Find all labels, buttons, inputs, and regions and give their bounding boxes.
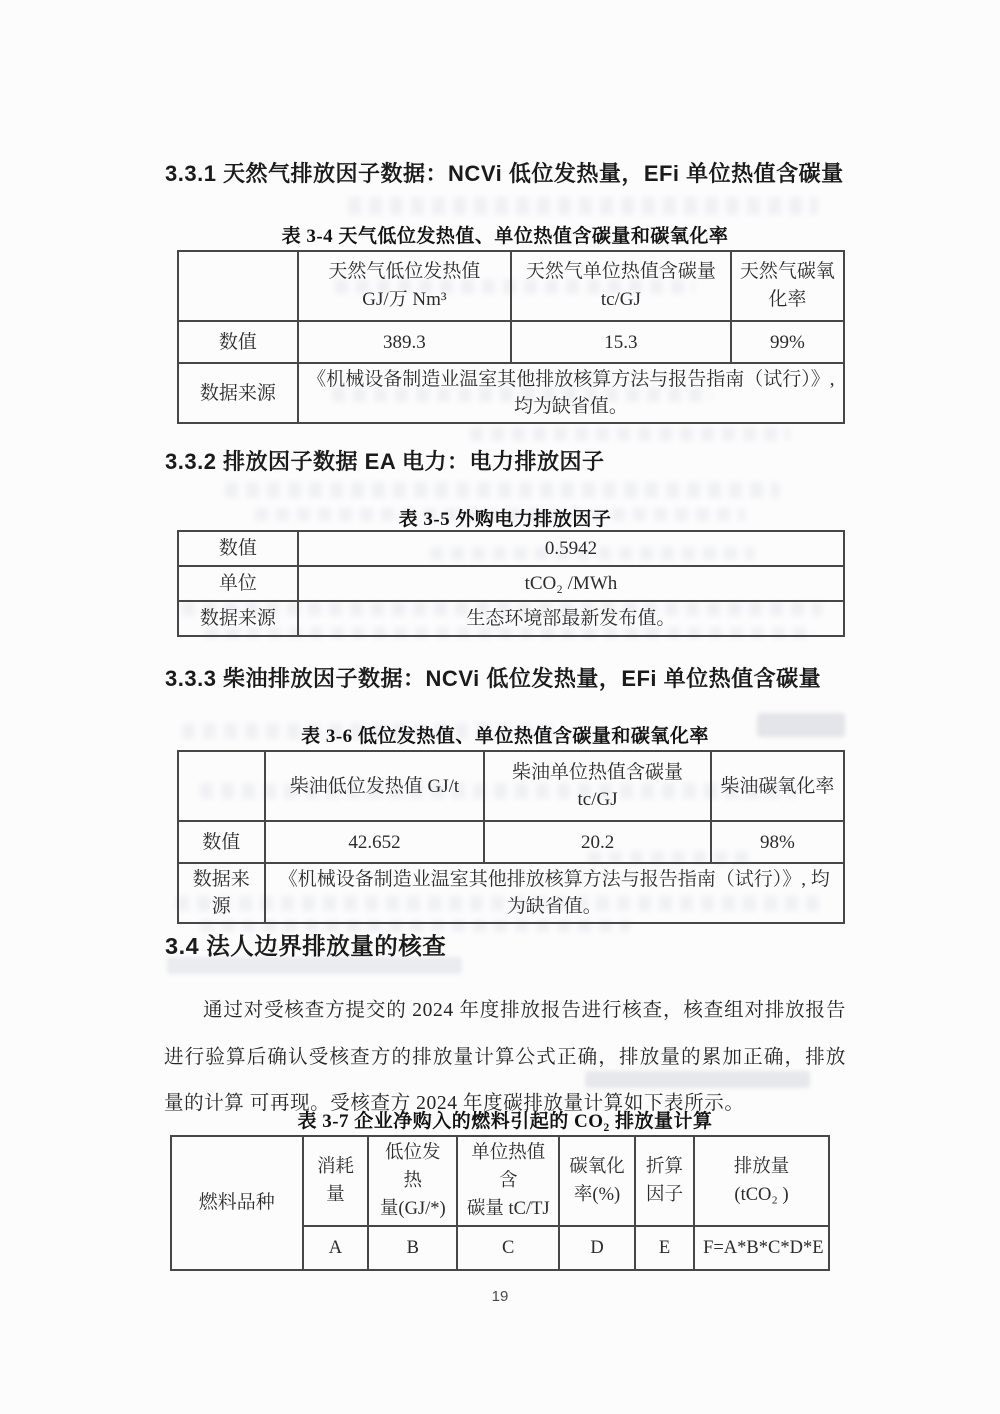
heading-section-3-4: 3.4 法人边界排放量的核查 [165, 933, 447, 959]
header-line: 天然气碳氧 [739, 261, 835, 282]
page-number: 19 [491, 1288, 509, 1305]
header-line: 碳量 tC/TJ [466, 1199, 550, 1219]
row-label-source: 数据来源 [178, 863, 265, 923]
header-line: 消耗量 [316, 1157, 354, 1205]
header-line: 排放量 [733, 1157, 790, 1177]
row-label-value: 数值 [178, 531, 298, 566]
table-row [178, 751, 844, 821]
cell-letter-e: E [635, 1226, 694, 1270]
table-3-6-caption: 表 3-6 低位发热值、单位热值含碳量和碳氧化率 [301, 726, 709, 747]
row-label-value: 数值 [178, 821, 265, 863]
header-line: 单位热值含 [471, 1143, 546, 1191]
table-3-5-caption: 表 3-5 外购电力排放因子 [398, 509, 612, 530]
cell-fuel-type-label: 燃料品种 [171, 1136, 303, 1270]
cell-header-carbon-content [457, 1136, 559, 1226]
cell-letter-b: B [368, 1226, 457, 1270]
cell-header-oxidation-rate [559, 1136, 635, 1226]
table-row [178, 251, 844, 321]
table-3-6 [177, 750, 845, 924]
header-line: 低位发热 [385, 1143, 441, 1191]
cell-value-oxidation-rate: 98% [711, 821, 844, 863]
table-3-7-caption: 表 3-7 企业净购入的燃料引起的 CO₂ 排放量计算 [297, 1111, 713, 1132]
table-row [171, 1136, 829, 1226]
cell-letter-c: C [457, 1226, 559, 1270]
header-line: (tCO₂ ) [734, 1185, 789, 1205]
table-3-4 [177, 250, 845, 424]
heading-section-3-3-3: 3.3.3 柴油排放因子数据：NCVi 低位发热量，EFi 单位热值含碳量 [165, 666, 822, 691]
header-line: 天然气低位发热值 [328, 261, 481, 282]
header-line: 率(%) [573, 1185, 621, 1205]
table-3-5 [177, 530, 845, 637]
bleed-through-artifact [225, 482, 780, 498]
cell-value-oxidation-rate: 99% [731, 321, 844, 363]
row-label-source: 数据来源 [178, 601, 298, 636]
cell-header-consumption [303, 1136, 369, 1226]
cell-letter-a: A [303, 1226, 369, 1270]
body-paragraph: 通过对受核查方提交的 2024 年度排放报告进行核查，核查组对排放报告进行验算后确认受核查方的排放量计算公式正确，排放量的累加正确，排放量的计算 可再现。受核查方 2024 年度碳排放量计算如下表所示。 [164, 1000, 846, 1114]
header-unit: GJ/万 Nm³ [362, 289, 447, 310]
header-line: 碳氧化 [569, 1157, 625, 1177]
table-row [178, 863, 844, 923]
cell-corner-empty [178, 751, 265, 821]
heading-section-3-3-2: 3.3.2 排放因子数据 EA 电力：电力排放因子 [165, 449, 605, 474]
header-line: 因子 [645, 1185, 683, 1205]
row-label-source: 数据来源 [178, 363, 298, 423]
cell-header-ncv [368, 1136, 457, 1226]
cell-data-source: 《机械设备制造业温室其他排放核算方法与报告指南（试行）》, 均为缺省值。 [298, 363, 844, 423]
header-line: 化率 [768, 289, 807, 310]
cell-value-ncv: 42.652 [265, 821, 485, 863]
header-line: 折算 [645, 1157, 683, 1177]
cell-header-emissions [694, 1136, 829, 1226]
cell-formula-f: F=A*B*C*D*E [694, 1226, 829, 1270]
header-unit: tc/GJ [600, 289, 641, 310]
table-row [178, 531, 844, 566]
table-3-4-caption: 表 3-4 天气低位发热值、单位热值含碳量和碳氧化率 [281, 226, 729, 247]
cell-header-ncv: 柴油低位发热值 GJ/t [265, 751, 485, 821]
bleed-through-artifact [470, 427, 790, 441]
cell-header-carbon-content: 柴油单位热值含碳量 tc/GJ [484, 751, 710, 821]
table-row [178, 321, 844, 363]
cell-header-oxidation-rate: 柴油碳氧化率 [711, 751, 844, 821]
row-label-value: 数值 [178, 321, 298, 363]
table-row [178, 601, 844, 636]
table-3-7 [170, 1135, 830, 1271]
cell-corner-empty [178, 251, 298, 321]
cell-ef-unit: tCO₂ /MWh [298, 566, 844, 601]
header-line: 量(GJ/*) [379, 1199, 446, 1219]
cell-value-carbon-content: 20.2 [484, 821, 710, 863]
cell-data-source: 生态环境部最新发布值。 [298, 601, 844, 636]
cell-header-conversion-factor [635, 1136, 694, 1226]
row-label-unit: 单位 [178, 566, 298, 601]
cell-data-source: 《机械设备制造业温室其他排放核算方法与报告指南（试行）》, 均为缺省值。 [265, 863, 844, 923]
cell-value-carbon-content: 15.3 [511, 321, 731, 363]
cell-header-oxidation-rate [731, 251, 844, 321]
bleed-through-artifact [348, 197, 818, 215]
table-row [178, 363, 844, 423]
cell-letter-d: D [559, 1226, 635, 1270]
cell-value-ncv: 389.3 [298, 321, 511, 363]
table-row [178, 821, 844, 863]
header-line: 天然气单位热值含碳量 [525, 261, 716, 282]
cell-ef-value: 0.5942 [298, 531, 844, 566]
cell-header-carbon-content [511, 251, 731, 321]
table-row [178, 566, 844, 601]
cell-header-ncv [298, 251, 511, 321]
heading-section-3-3-1: 3.3.1 天然气排放因子数据：NCVi 低位发热量，EFi 单位热值含碳量 [165, 161, 844, 186]
